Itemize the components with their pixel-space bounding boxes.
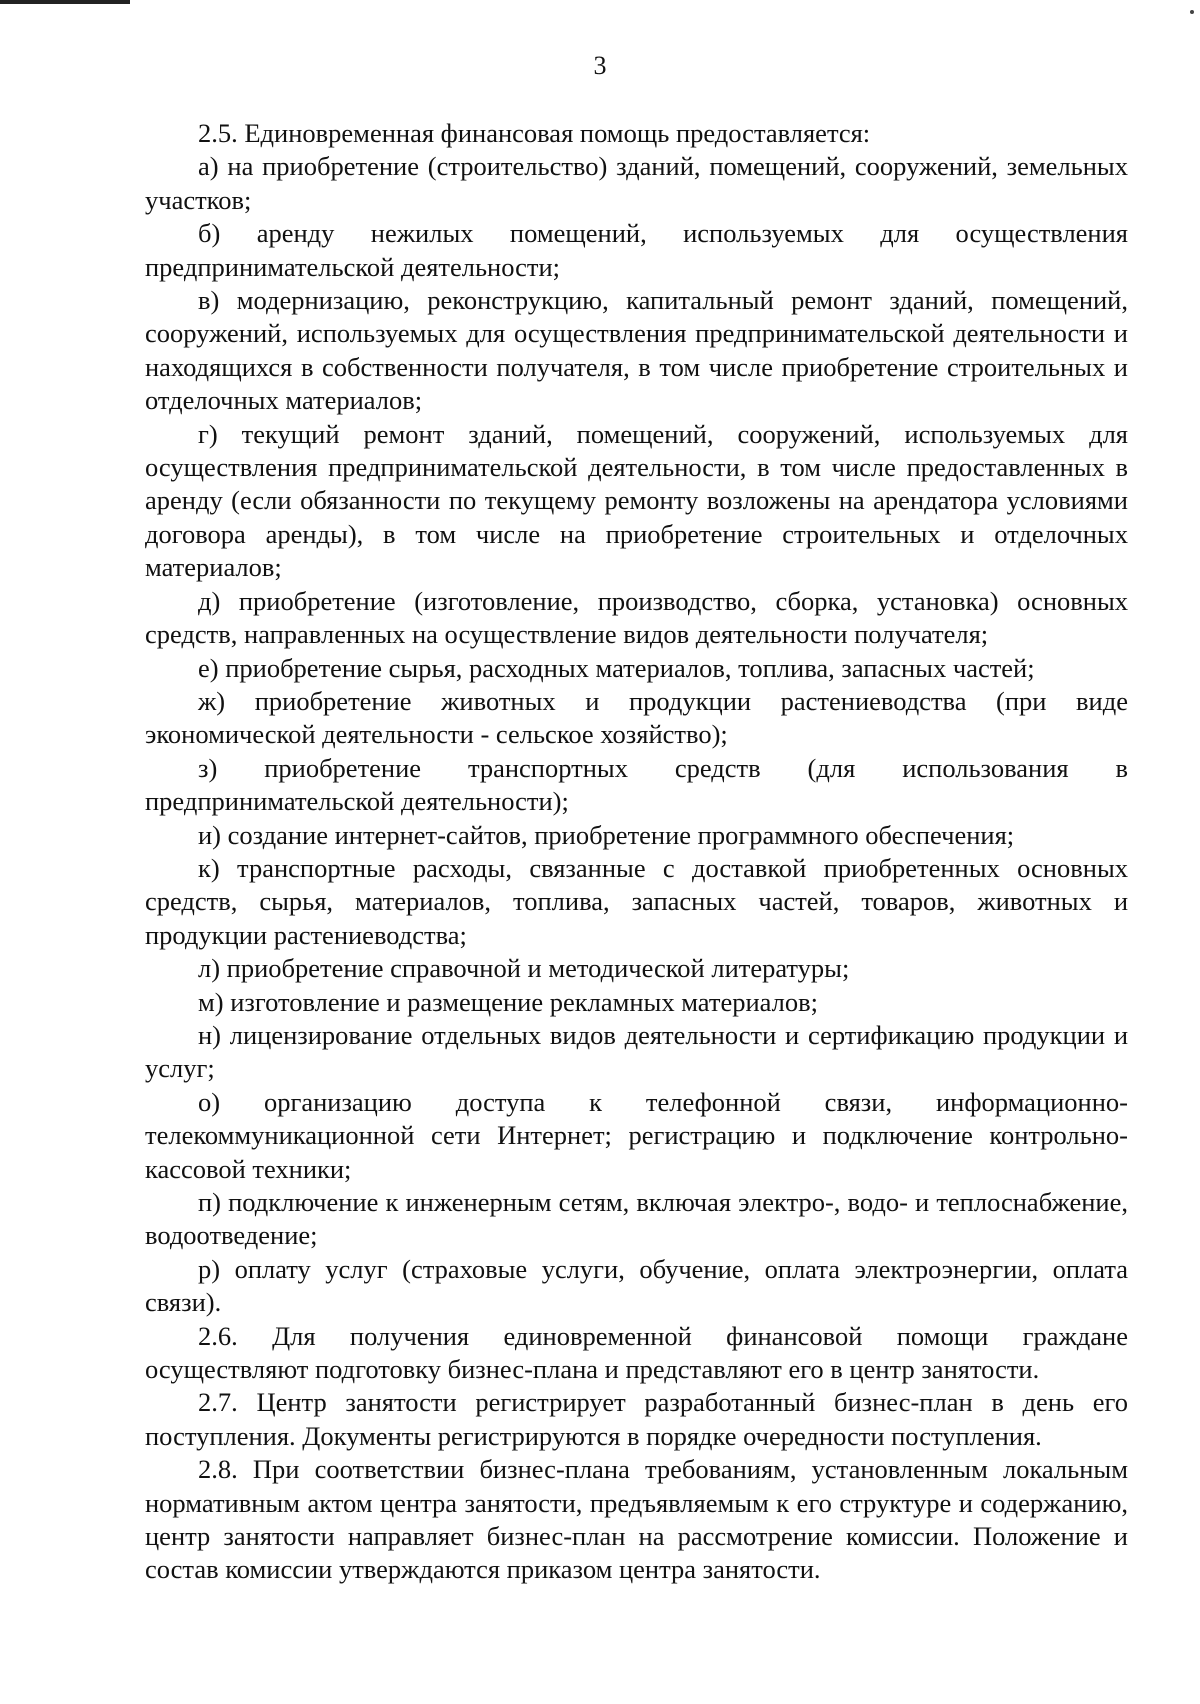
list-item-i: и) создание интернет-сайтов, приобретение программного обеспечения;	[198, 819, 1015, 850]
list-item-e: е) приобретение сырья, расходных материалов, топлива, запасных частей;	[198, 652, 1035, 683]
list-item-l: л) приобретение справочной и методической литературы;	[198, 953, 850, 984]
page-number: 3	[593, 51, 607, 80]
paragraph-2-7: 2.7. Центр занятости регистрирует разработанный бизнес-план в день его поступления. Документы регистрируются в порядке очередности поступления.	[145, 1387, 1128, 1451]
list-item-zh: ж) приобретение животных и продукции растениеводства (при виде экономической деятельности - сельское хозяйство);	[145, 685, 1128, 750]
list-item-g: г) текущий ремонт зданий, помещений, сооружений, используемых для осуществления предпринимательской деятельности, в том числе предоставленных в аренду (если обязанности по текущему ремонту возложены на арендатора условиями договора аренды), в том числе на приобретение строительных и отделочных материалов;	[145, 418, 1128, 583]
paragraph-2-5: 2.5. Единовременная финансовая помощь предоставляется:	[198, 118, 871, 148]
list-item-n: н) лицензирование отдельных видов деятельности и сертификацию продукции и услуг;	[145, 1019, 1128, 1084]
list-item-a: а) на приобретение (строительство) зданий, помещений, сооружений, земельных участков;	[145, 151, 1128, 215]
scan-dot-mark	[1190, 10, 1194, 14]
list-item-v: в) модернизацию, реконструкцию, капитальный ремонт зданий, помещений, сооружений, используемых для осуществления предпринимательской деятельности и находящихся в собственности получателя, в том числе приобретение строительных и отделочных материалов;	[145, 285, 1128, 416]
paragraph-2-6: 2.6. Для получения единовременной финансовой помощи граждане осуществляют подготовку бизнес-плана и представляют его в центр занятости.	[145, 1320, 1128, 1385]
list-item-d: д) приобретение (изготовление, производство, сборка, установка) основных средств, направленных на осуществление видов деятельности получателя;	[145, 585, 1128, 650]
list-item-o: о) организацию доступа к телефонной связи, информационно-телекоммуникационной сети Интернет; регистрацию и подключение контрольно-кассовой техники;	[145, 1086, 1128, 1184]
list-item-r: р) оплату услуг (страховые услуги, обучение, оплата электроэнергии, оплата связи).	[145, 1253, 1128, 1318]
document-body	[145, 117, 1128, 1587]
list-item-m: м) изготовление и размещение рекламных материалов;	[198, 986, 819, 1017]
scan-edge-mark	[0, 0, 130, 4]
list-item-k: к) транспортные расходы, связанные с доставкой приобретенных основных средств, сырья, материалов, топлива, запасных частей, товаров, животных и продукции растениеводства;	[145, 852, 1128, 950]
list-item-p: п) подключение к инженерным сетям, включая электро-, водо- и теплоснабжение, водоотведение;	[145, 1187, 1128, 1251]
list-item-z: з) приобретение транспортных средств (для использования в предпринимательской деятельности);	[145, 752, 1128, 817]
paragraph-2-8: 2.8. При соответствии бизнес-плана требованиям, установленным локальным нормативным актом центра занятости, предъявляемым к его структуре и содержанию, центр занятости направляет бизнес-план на рассмотрение комиссии. Положение и состав комиссии утверждаются приказом центра занятости.	[145, 1454, 1128, 1585]
list-item-b: б) аренду нежилых помещений, используемых для осуществления предпринимательской деятельности;	[145, 218, 1128, 282]
